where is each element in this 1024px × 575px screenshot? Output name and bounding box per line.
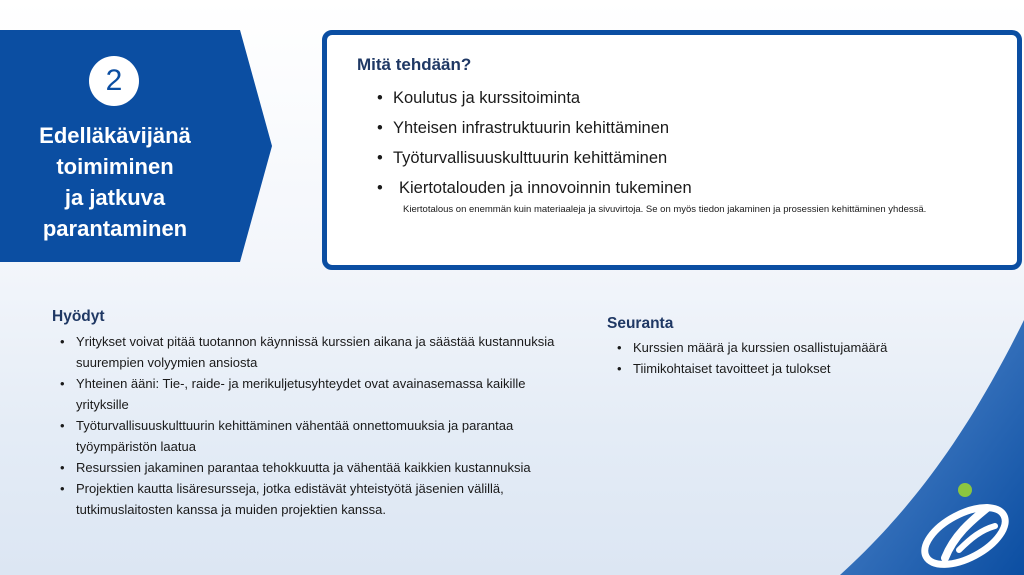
followup-heading: Seuranta — [607, 315, 674, 332]
section-title-line: ja jatkuva — [64, 185, 166, 210]
list-item: • Työturvallisuuskulttuurin kehittäminen vähentää onnettomuuksia ja parantaa työympäristön laatua — [60, 415, 580, 457]
followup-list — [617, 337, 977, 379]
list-item-text: Kiertotalouden ja innovoinnin tukeminen — [399, 179, 692, 197]
list-item: • Yhteinen ääni: Tie-, raide- ja merikuljetusyhteydet ovat avainasemassa kaikille yrityksille — [60, 373, 580, 415]
section-title-line: toimiminen — [56, 154, 174, 179]
section-title — [20, 120, 210, 244]
list-item: • Työturvallisuuskulttuurin kehittäminen — [377, 147, 997, 177]
list-item: • Yhteisen infrastruktuurin kehittäminen — [377, 117, 997, 147]
list-item: • Kurssien määrä ja kurssien osallistujamäärä — [617, 337, 977, 358]
list-item — [377, 177, 997, 217]
actions-heading: Mitä tehdään? — [357, 55, 472, 74]
actions-box — [322, 30, 1022, 270]
list-item: • Tiimikohtaiset tavoitteet ja tulokset — [617, 358, 977, 379]
benefits-heading: Hyödyt — [52, 308, 105, 325]
list-item: • Yritykset voivat pitää tuotannon käynnissä kurssien aikana ja säästää kustannuksia suurempien volyymien ansiosta — [60, 331, 580, 373]
actions-list — [377, 87, 997, 217]
list-item: • Koulutus ja kurssitoiminta — [377, 87, 997, 117]
section-title-line: parantaminen — [42, 216, 188, 241]
circular-economy-note: Kiertotalous on enemmän kuin materiaaleja ja sivuvirtoja. Se on myös tiedon jakaminen ja prosessien kehittäminen yhdessä. — [403, 204, 927, 215]
benefits-list — [60, 331, 580, 520]
company-logo-icon — [915, 478, 1015, 568]
list-item: • Resurssien jakaminen parantaa tehokkuutta ja vähentää kaikkien kustannuksia — [60, 457, 580, 478]
section-number-badge: 2 — [89, 56, 139, 106]
list-item: • Projektien kautta lisäresursseja, jotka edistävät yhteistyötä jäsenien välillä, tutkimuslaitosten kanssa ja muiden projektien kanssa. — [60, 478, 580, 520]
section-title-line: Edelläkävijänä — [39, 123, 191, 148]
